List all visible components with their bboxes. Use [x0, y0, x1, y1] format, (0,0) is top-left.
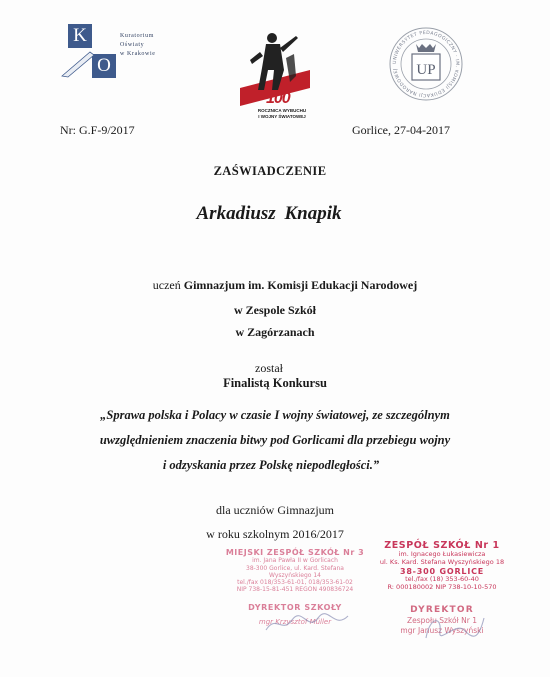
contest-title-line: „Sprawa polska i Polacy w czasie I wojny światowej, ze szczególnym [100, 408, 450, 422]
stamp-line: im. Ignacego Łukasiewicza [398, 550, 486, 559]
signature-name: Zespołu Szkół Nr 1 [406, 615, 477, 625]
stamp-heading: ZESPÓŁ SZKÓŁ Nr 1 [384, 540, 500, 551]
document-number: Nr: G.F-9/2017 [60, 123, 135, 137]
stamp-line: tel./fax (18) 353-60-40 [405, 574, 479, 583]
pen-icon [60, 46, 100, 78]
stamp-heading: MIEJSKI ZESPÓŁ SZKÓŁ Nr 3 [225, 548, 365, 557]
stamp-line: im. Jana Pawła II w Gorlicach [252, 557, 338, 565]
centenary-number: 100 [266, 90, 290, 107]
university-seal-icon [388, 26, 464, 102]
school-complex: w Zespole Szkół [233, 303, 316, 317]
left-signature-icon [262, 608, 352, 638]
stamp-line: ul. Ks. Kard. Stefana Wyszyńskiego 18 [379, 557, 505, 566]
signature-title: DYREKTOR [410, 605, 474, 616]
school-line [10, 278, 550, 293]
university-logo [388, 26, 464, 102]
school-name: Gimnazjum im. Komisji Edukacji Narodowej [183, 278, 418, 292]
student-name: Arkadiusz Knapik [196, 203, 342, 224]
curator-logo [60, 24, 190, 82]
stamp-line: NIP 738-15-81-451 REGON 490836724 [236, 585, 354, 593]
stamp-line: R: 000180002 NIP 738-10-10-570 [387, 582, 497, 591]
curator-logo-text: Kuratorium Oświaty w Krakowie [120, 33, 156, 57]
stamp-line: tel./fax 018/353-61-01, 018/353-61-02 [237, 578, 353, 586]
signature-title: DYREKTOR SZKOŁY [248, 602, 342, 612]
contest-title-line: i odzyskania przez Polskę niepodległości.” [162, 458, 380, 472]
stamp-line: 38-300 Gorlice, ul. Kard. Stefana Wyszyńskiego 14 [246, 564, 344, 579]
became-line: został [255, 361, 283, 375]
centenary-caption: ROCZNICA WYBUCHU I WOJNY ŚWIATOWEJ [257, 108, 307, 119]
award-line: Finalistą Konkursu [223, 376, 327, 390]
school-prefix: uczeń [152, 278, 181, 292]
document-title: ZAŚWIADCZENIE [213, 164, 327, 178]
stamp-line: 38-300 GORLICE [399, 566, 485, 576]
audience-line: dla uczniów Gimnazjum [216, 503, 334, 517]
right-signature-icon [420, 612, 490, 646]
school-year-line: w roku szkolnym 2016/2017 [206, 527, 344, 541]
centenary-logo [236, 30, 314, 120]
curator-logo-o-box: O [92, 54, 116, 78]
curator-logo-k-box: K [68, 24, 92, 48]
contest-title-line: uwzględnieniem znaczenia bitwy pod Gorlicami dla przebiegu wojny [99, 433, 451, 447]
university-logo-letters: UP [416, 62, 436, 78]
signature-name: mgr Janusz Wyszyński [400, 625, 484, 635]
school-town: w Zagórzanach [235, 325, 315, 339]
university-ring-text: UNIWERSYTET PEDAGOGICZNY · IM. KOMISJI EDUKACJI NARODOWEJ [392, 30, 460, 98]
document-date: Gorlice, 27-04-2017 [352, 123, 450, 137]
signature-name: mgr Krzysztof Müller [258, 618, 332, 627]
